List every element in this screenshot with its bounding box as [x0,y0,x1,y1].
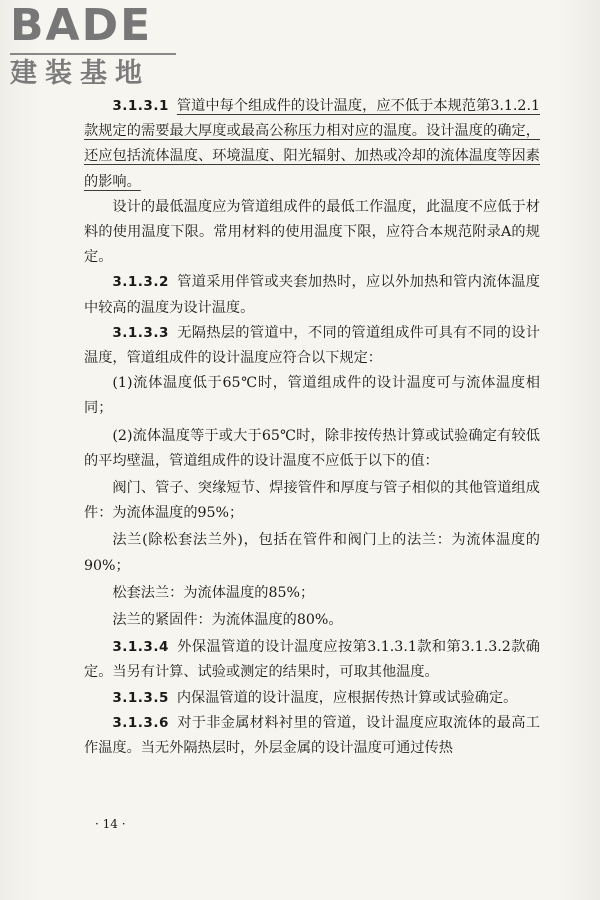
clause-3-1-3-3 [84,321,540,371]
logo-wordmark-text: BADE [10,0,153,51]
clause-number: 3.1.3.6 [112,714,169,731]
clause-number: 3.1.3.2 [112,274,169,291]
document-body [84,94,540,761]
page-number: · 14 · [95,817,126,831]
clause-3-1-3-2 [84,270,540,320]
clause-text: 内保温管道的设计温度，应根据传热计算或试验确定。 [176,689,518,706]
clause-text: 对于非金属材料衬里的管道，设计温度应取流体的最高工作温度。当无外隔热层时，外层金属的设计温度可通过传热 [84,714,540,757]
clause-3-1-3-1 [84,94,540,195]
list-item: (2)流体温度等于或大于65℃时，除非按传热计算或试验确定有较低的平均壁温，管道组成件的设计温度不应低于以下的值： [84,427,540,469]
clause-3-1-3-1-paragraph-2: 设计的最低温度应为管道组成件的最低工作温度，此温度不应低于材料的使用温度下限。常用材料的使用温度下限，应符合本规范附录A的规定。 [84,198,540,266]
clause-number: 3.1.3.4 [112,639,169,656]
clause-underlined-text: 管道中每个组成件的设计温度，应不低于本规范第3.1.2.1款规定的需要最大厚度或最高公称压力相对应的温度。设计温度的确定，还应包括流体温度、环境温度、阳光辐射、加热或冷却的流体温度等因素的影响。 [84,98,540,190]
list-item: 松套法兰：为流体温度的85%； [112,584,315,601]
clause-text: 外保温管道的设计温度应按第3.1.3.1款和第3.1.3.2款确定。当另有计算、试验或测定的结果时，可取其他温度。 [84,639,540,681]
clause-number: 3.1.3.5 [112,689,169,706]
clause-text: 无隔热层的管道中，不同的管道组成件可具有不同的设计温度，管道组成件的设计温度应符合以下规定： [84,324,540,367]
clause-number: 3.1.3.1 [112,98,169,114]
clause-3-1-3-4 [84,635,540,685]
clause-text: 管道采用伴管或夹套加热时，应以外加热和管内流体温度中较高的温度为设计温度。 [84,274,540,316]
logo-subtitle: 建装基地 [10,58,150,89]
list-item: 法兰(除松套法兰外)，包括在管件和阀门上的法兰：为流体温度的90%； [84,532,540,574]
clause-number: 3.1.3.3 [112,324,169,341]
bade-logo [10,0,180,94]
clause-3-1-3-5 [84,686,540,711]
list-item: 法兰的紧固件：为流体温度的80%。 [112,612,343,629]
list-item: 阀门、管子、突缘短节、焊接管件和厚度与管子相似的其他管道组成件：为流体温度的95%； [84,480,540,522]
list-item: (1)流体温度低于65℃时，管道组成件的设计温度可与流体温度相同； [84,375,540,417]
clause-3-1-3-6 [84,711,540,761]
logo-wordmark [10,0,180,51]
logo-divider [10,53,176,55]
